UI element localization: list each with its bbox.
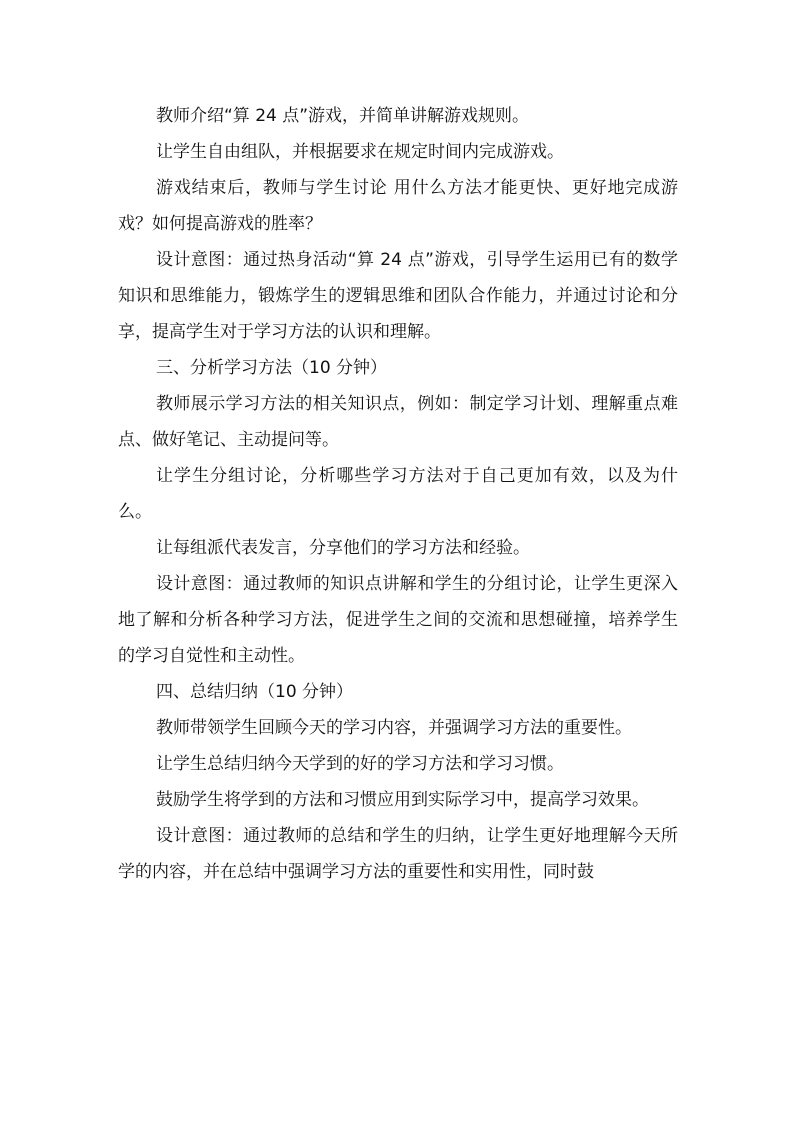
- paragraph-show-knowledge: 教师展示学习方法的相关知识点，例如：制定学习计划、理解重点难点、做好笔记、主动提问等。: [118, 394, 678, 450]
- paragraph-apply-methods: 鼓励学生将学到的方法和习惯应用到实际学习中，提高学习效果。: [156, 790, 649, 810]
- document-body: [118, 98, 678, 890]
- paragraph-group-presentation: 让每组派代表发言，分享他们的学习方法和经验。: [156, 538, 530, 558]
- section-heading-analyze-methods: 三、分析学习方法（10 分钟）: [156, 358, 388, 378]
- paragraph-game-intro: 教师介绍“算 24 点”游戏，并简单讲解游戏规则。: [156, 106, 530, 126]
- paragraph-design-intent-2: 设计意图：通过教师的知识点讲解和学生的分组讨论，让学生更深入地了解和分析各种学习方法，促进学生之间的交流和思想碰撞，培养学生的学习自觉性和主动性。: [118, 574, 678, 666]
- paragraph-design-intent-3: 设计意图：通过教师的总结和学生的归纳，让学生更好地理解今天所学的内容，并在总结中强调学习方法的重要性和实用性，同时鼓: [118, 826, 678, 882]
- paragraph-team-up: 让学生自由组队，并根据要求在规定时间内完成游戏。: [156, 142, 564, 162]
- paragraph-game-discussion: 游戏结束后，教师与学生讨论 用什么方法才能更快、更好地完成游戏？如何提高游戏的胜率？: [118, 178, 678, 234]
- section-heading-summary: 四、总结归纳（10 分钟）: [156, 682, 354, 702]
- paragraph-review-content: 教师带领学生回顾今天的学习内容，并强调学习方法的重要性。: [156, 718, 632, 738]
- paragraph-summarize-habits: 让学生总结归纳今天学到的好的学习方法和学习习惯。: [156, 754, 564, 774]
- paragraph-group-discussion: 让学生分组讨论，分析哪些学习方法对于自己更加有效，以及为什么。: [118, 466, 678, 522]
- paragraph-design-intent-1: 设计意图：通过热身活动“算 24 点”游戏，引导学生运用已有的数学知识和思维能力，锻炼学生的逻辑思维和团队合作能力，并通过讨论和分享，提高学生对于学习方法的认识和理解。: [118, 250, 678, 342]
